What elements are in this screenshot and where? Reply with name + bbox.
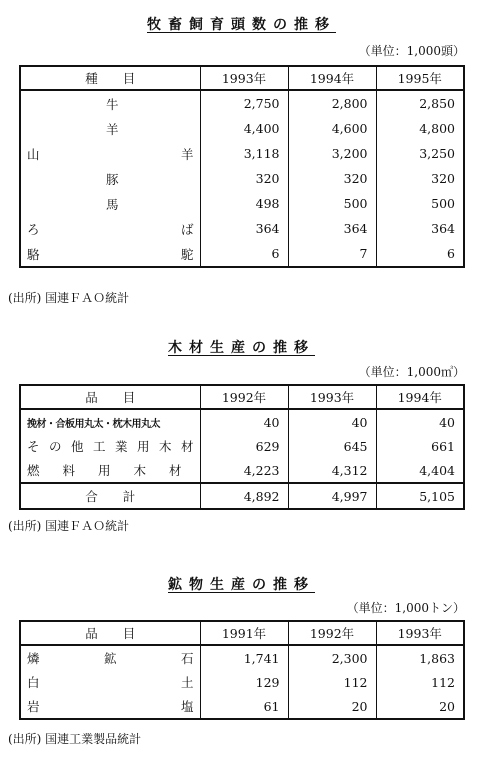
row-label: 白 土: [20, 670, 200, 694]
cell-value: 364: [376, 216, 464, 241]
column-header-item: 種 目: [20, 66, 200, 90]
row-label: 牛: [20, 90, 200, 116]
row-label: 岩 塩: [20, 694, 200, 719]
cell-value: 4,312: [288, 458, 376, 483]
table-row: [20, 409, 464, 434]
cell-value: 20: [288, 694, 376, 719]
cell-value: 4,600: [288, 116, 376, 141]
livestock-table: [19, 65, 465, 268]
table-row: [20, 694, 464, 719]
cell-value: 4,800: [376, 116, 464, 141]
table-header-row: [20, 385, 464, 409]
row-label: 羊: [20, 116, 200, 141]
cell-value: 2,300: [288, 645, 376, 670]
timber-source-note: (出所) 国連ＦＡＯ統計: [8, 519, 130, 533]
table-total-row: [20, 483, 464, 509]
row-label: 挽材・合板用丸太・枕木用丸太: [20, 409, 200, 434]
table-row: [20, 434, 464, 458]
livestock-source-note: (出所) 国連ＦＡＯ統計: [8, 291, 130, 305]
row-label: ろ ば: [20, 216, 200, 241]
column-header-year: 1994年: [288, 66, 376, 90]
cell-value: 661: [376, 434, 464, 458]
row-label: 駱 駝: [20, 241, 200, 267]
column-header-year: 1993年: [376, 621, 464, 645]
mineral-table-title: 鉱物生産の推移: [168, 577, 315, 593]
cell-value: 629: [200, 434, 288, 458]
cell-value: 4,223: [200, 458, 288, 483]
cell-value: 6: [376, 241, 464, 267]
livestock-unit-note: （単位：1,000頭）: [358, 44, 465, 58]
column-header-year: 1994年: [376, 385, 464, 409]
table-row: [20, 141, 464, 166]
table-row: [20, 216, 464, 241]
cell-value: 320: [200, 166, 288, 191]
row-label: 燐 鉱 石: [20, 645, 200, 670]
total-value: 5,105: [376, 483, 464, 509]
row-label: その他工業用木材: [20, 434, 200, 458]
cell-value: 1,741: [200, 645, 288, 670]
cell-value: 3,200: [288, 141, 376, 166]
column-header-year: 1995年: [376, 66, 464, 90]
table-row: [20, 670, 464, 694]
row-label: 馬: [20, 191, 200, 216]
row-label: 山 羊: [20, 141, 200, 166]
column-header-year: 1993年: [288, 385, 376, 409]
cell-value: 3,118: [200, 141, 288, 166]
livestock-table-title: 牧畜飼育頭数の推移: [147, 17, 336, 33]
column-header-year: 1992年: [288, 621, 376, 645]
row-label: 燃料用木材: [20, 458, 200, 483]
cell-value: 40: [200, 409, 288, 434]
cell-value: 320: [288, 166, 376, 191]
mineral-source-note: (出所) 国連工業製品統計: [8, 732, 142, 746]
table-header-row: [20, 66, 464, 90]
table-row: [20, 241, 464, 267]
cell-value: 40: [288, 409, 376, 434]
table-row: [20, 116, 464, 141]
column-header-year: 1991年: [200, 621, 288, 645]
cell-value: 6: [200, 241, 288, 267]
timber-table: [19, 384, 465, 510]
cell-value: 364: [288, 216, 376, 241]
table-row: [20, 458, 464, 483]
table-row: [20, 166, 464, 191]
cell-value: 7: [288, 241, 376, 267]
cell-value: 500: [376, 191, 464, 216]
table-row: [20, 90, 464, 116]
cell-value: 320: [376, 166, 464, 191]
table-row: [20, 645, 464, 670]
timber-table-title: 木材生産の推移: [168, 340, 315, 356]
table-row: [20, 191, 464, 216]
cell-value: 2,850: [376, 90, 464, 116]
cell-value: 364: [200, 216, 288, 241]
mineral-unit-note: （単位：1,000トン）: [346, 601, 465, 615]
cell-value: 20: [376, 694, 464, 719]
row-label: 豚: [20, 166, 200, 191]
cell-value: 4,400: [200, 116, 288, 141]
cell-value: 112: [376, 670, 464, 694]
total-label: 合 計: [20, 483, 200, 509]
cell-value: 645: [288, 434, 376, 458]
cell-value: 1,863: [376, 645, 464, 670]
total-value: 4,892: [200, 483, 288, 509]
cell-value: 112: [288, 670, 376, 694]
table-header-row: [20, 621, 464, 645]
column-header-year: 1992年: [200, 385, 288, 409]
column-header-year: 1993年: [200, 66, 288, 90]
cell-value: 498: [200, 191, 288, 216]
column-header-item: 品 目: [20, 621, 200, 645]
cell-value: 61: [200, 694, 288, 719]
total-value: 4,997: [288, 483, 376, 509]
timber-unit-note: （単位：1,000㎥）: [358, 365, 465, 379]
cell-value: 4,404: [376, 458, 464, 483]
cell-value: 129: [200, 670, 288, 694]
cell-value: 2,800: [288, 90, 376, 116]
mineral-table: [19, 620, 465, 720]
column-header-item: 品 目: [20, 385, 200, 409]
cell-value: 40: [376, 409, 464, 434]
cell-value: 3,250: [376, 141, 464, 166]
cell-value: 2,750: [200, 90, 288, 116]
cell-value: 500: [288, 191, 376, 216]
